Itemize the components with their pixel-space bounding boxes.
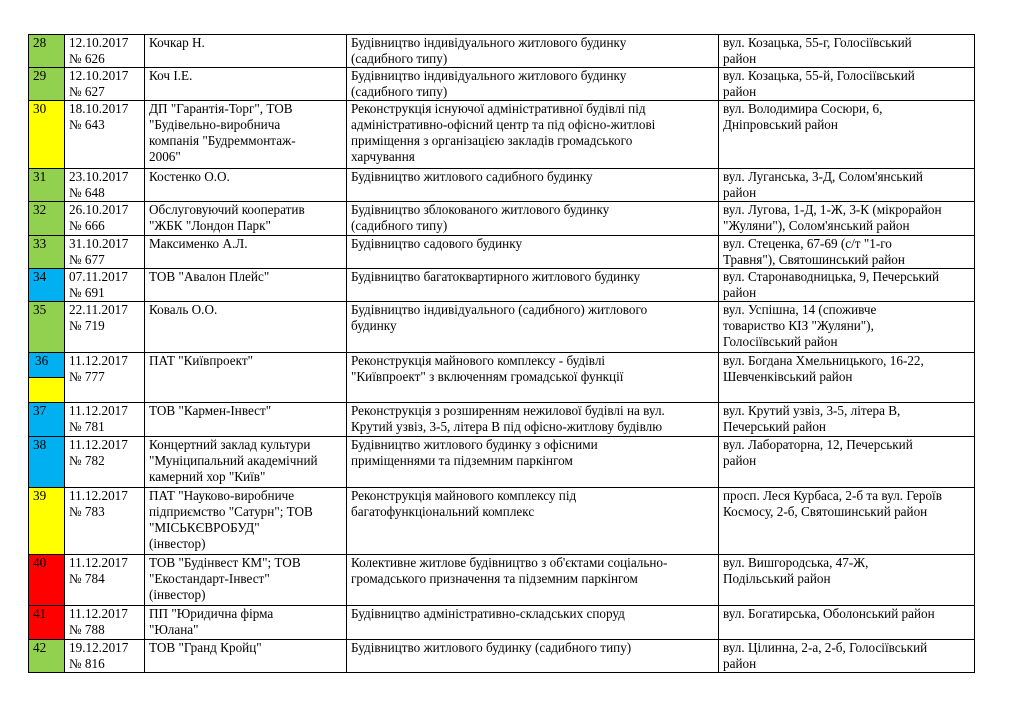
permit-number: № 666	[69, 218, 105, 233]
date-cell	[65, 35, 145, 68]
address-cell-line: вул. Лугова, 1-Д, 1-Ж, 3-К (мікрорайон	[723, 202, 942, 217]
permit-number: № 777	[69, 369, 105, 384]
applicant-cell-line: Максименко А.Л.	[149, 236, 248, 251]
row-number-cell	[29, 353, 65, 403]
address-cell	[719, 68, 975, 101]
permit-number: № 626	[69, 51, 105, 66]
applicant-cell	[145, 269, 347, 302]
permit-date: 12.10.2017	[69, 35, 129, 50]
applicant-cell-line: Коч І.Е.	[149, 68, 193, 83]
object-cell-line: Будівництво садового будинку	[351, 236, 523, 251]
table-row	[29, 403, 975, 437]
object-cell-line: (садибного типу)	[351, 84, 448, 99]
applicant-cell-line: ТОВ "Гранд Кройц"	[149, 640, 262, 655]
address-cell-line: вул. Володимира Сосюри, 6,	[723, 101, 883, 116]
row-number: 42	[33, 640, 47, 655]
address-cell-line: вул. Стеценка, 67-69 (с/т "1-го	[723, 236, 892, 251]
applicant-cell-line: "Муніципальний академічний	[149, 453, 318, 468]
row-number: 39	[33, 488, 47, 503]
permit-date: 11.12.2017	[69, 488, 128, 503]
permit-number: № 677	[69, 252, 105, 267]
address-cell-line: Печерський район	[723, 419, 826, 434]
row-number-cell	[29, 403, 65, 437]
object-cell-line: Будівництво житлового будинку (садибного типу)	[351, 640, 632, 655]
table-row	[29, 555, 975, 606]
date-cell	[65, 202, 145, 236]
address-cell-line: Голосіївський район	[723, 334, 838, 349]
table-row	[29, 236, 975, 269]
address-cell	[719, 606, 975, 640]
object-cell-line: Реконструкція з розширенням нежилової будівлі на вул.	[351, 403, 665, 418]
permits-table	[28, 34, 975, 673]
permit-number: № 691	[69, 285, 105, 300]
address-cell-line: район	[723, 453, 757, 468]
address-cell-line: вул. Вишгородська, 47-Ж,	[723, 555, 869, 570]
applicant-cell-line: ПАТ "Науково-виробниче	[149, 488, 295, 503]
address-cell-line: Подільський район	[723, 571, 831, 586]
table-row	[29, 269, 975, 302]
object-cell	[347, 353, 719, 403]
address-cell-line: вул. Богатирська, Оболонський район	[723, 606, 935, 621]
applicant-cell-line: Коваль О.О.	[149, 302, 218, 317]
applicant-cell	[145, 68, 347, 101]
applicant-cell-line: ПП "Юридична фірма	[149, 606, 274, 621]
row-number: 34	[33, 269, 47, 284]
date-cell	[65, 68, 145, 101]
applicant-cell-line: Обслуговуючий кооператив	[149, 202, 305, 217]
date-cell	[65, 236, 145, 269]
object-cell-line: Будівництво індивідуального житлового будинку	[351, 68, 627, 83]
address-cell-line: район	[723, 84, 757, 99]
permit-date: 11.12.2017	[69, 437, 128, 452]
address-cell-line: Шевченківський район	[723, 369, 853, 384]
row-number-cell	[29, 101, 65, 169]
permit-number: № 784	[69, 571, 105, 586]
permit-date: 07.11.2017	[69, 269, 128, 284]
row-number-cell	[29, 202, 65, 236]
applicant-cell	[145, 236, 347, 269]
applicant-cell-line: ПАТ "Київпроект"	[149, 353, 254, 368]
applicant-cell-line: "МІСЬКЄВРОБУД"	[149, 520, 260, 535]
object-cell	[347, 640, 719, 673]
row-number-cell	[29, 640, 65, 673]
applicant-cell-line: Концертний заклад культури	[149, 437, 311, 452]
date-cell	[65, 606, 145, 640]
permit-date: 18.10.2017	[69, 101, 129, 116]
object-cell-line: громадського призначення та підземним паркінгом	[351, 571, 638, 586]
permit-number: № 788	[69, 622, 105, 637]
address-cell	[719, 488, 975, 555]
date-cell	[65, 640, 145, 673]
permit-number: № 782	[69, 453, 105, 468]
applicant-cell	[145, 403, 347, 437]
address-cell	[719, 35, 975, 68]
applicant-cell-line: ДП "Гарантія-Торг", ТОВ	[149, 101, 293, 116]
applicant-cell-line: Кочкар Н.	[149, 35, 205, 50]
object-cell	[347, 555, 719, 606]
object-cell-line: Будівництво житлового садибного будинку	[351, 169, 593, 184]
permit-number: № 643	[69, 117, 105, 132]
object-cell	[347, 437, 719, 488]
row-number-cell	[29, 236, 65, 269]
address-cell-line: вул. Богдана Хмельницького, 16-22,	[723, 353, 924, 368]
permit-date: 22.11.2017	[69, 302, 128, 317]
row-number: 37	[33, 403, 47, 418]
row-number-marker	[29, 377, 64, 402]
date-cell	[65, 302, 145, 353]
applicant-cell-line: 2006"	[149, 149, 181, 164]
object-cell	[347, 169, 719, 202]
permit-number: № 627	[69, 84, 105, 99]
date-cell	[65, 269, 145, 302]
permit-date: 23.10.2017	[69, 169, 129, 184]
applicant-cell-line: "Будівельно-виробнича	[149, 117, 281, 132]
date-cell	[65, 403, 145, 437]
object-cell-line: Будівництво індивідуального (садибного) житлового	[351, 302, 648, 317]
table-row	[29, 101, 975, 169]
address-cell	[719, 202, 975, 236]
permit-number: № 816	[69, 656, 105, 671]
applicant-cell-line: Костенко О.О.	[149, 169, 230, 184]
address-cell-line: просп. Леся Курбаса, 2-б та вул. Героїв	[723, 488, 942, 503]
object-cell	[347, 236, 719, 269]
address-cell	[719, 437, 975, 488]
object-cell-line: Будівництво багатоквартирного житлового будинку	[351, 269, 641, 284]
permit-number: № 719	[69, 318, 105, 333]
applicant-cell-line: "Екостандарт-Інвест"	[149, 571, 270, 586]
object-cell	[347, 101, 719, 169]
address-cell-line: район	[723, 656, 757, 671]
object-cell	[347, 606, 719, 640]
row-number-cell	[29, 302, 65, 353]
row-number-cell	[29, 169, 65, 202]
date-cell	[65, 437, 145, 488]
table-row	[29, 202, 975, 236]
table-row	[29, 35, 975, 68]
address-cell-line: вул. Луганська, 3-Д, Солом'янський	[723, 169, 923, 184]
date-cell	[65, 488, 145, 555]
permit-date: 26.10.2017	[69, 202, 129, 217]
address-cell-line: вул. Козацька, 55-й, Голосіївський	[723, 68, 915, 83]
applicant-cell-line: ТОВ "Кармен-Інвест"	[149, 403, 272, 418]
address-cell	[719, 302, 975, 353]
applicant-cell-line: (інвестор)	[149, 587, 206, 602]
row-number-cell	[29, 68, 65, 101]
address-cell-line: район	[723, 51, 757, 66]
address-cell-line: Космосу, 2-б, Святошинський район	[723, 504, 928, 519]
object-cell-line: Будівництво адміністративно-складських споруд	[351, 606, 625, 621]
permit-date: 11.12.2017	[69, 555, 128, 570]
date-cell	[65, 555, 145, 606]
object-cell-line: приміщеннями та підземним паркінгом	[351, 453, 573, 468]
row-number: 33	[33, 236, 47, 251]
row-number-cell	[29, 35, 65, 68]
address-cell-line: Травня"), Святошинський район	[723, 252, 905, 267]
object-cell	[347, 302, 719, 353]
permit-date: 11.12.2017	[69, 606, 128, 621]
object-cell	[347, 68, 719, 101]
object-cell-line: приміщення з організацією закладів громадського	[351, 133, 633, 148]
row-number-cell	[29, 269, 65, 302]
row-number-cell	[29, 555, 65, 606]
address-cell-line: район	[723, 185, 757, 200]
address-cell	[719, 555, 975, 606]
applicant-cell	[145, 353, 347, 403]
address-cell	[719, 169, 975, 202]
address-cell-line: вул. Крутий узвіз, 3-5, літера В,	[723, 403, 901, 418]
applicant-cell	[145, 488, 347, 555]
applicant-cell-line: камерний хор "Київ"	[149, 469, 266, 484]
row-number: 41	[33, 606, 47, 621]
address-cell-line: вул. Успішна, 14 (споживче	[723, 302, 877, 317]
table-row	[29, 488, 975, 555]
permit-date: 31.10.2017	[69, 236, 129, 251]
row-number: 28	[33, 35, 47, 50]
address-cell	[719, 269, 975, 302]
address-cell	[719, 403, 975, 437]
address-cell-line: район	[723, 285, 757, 300]
address-cell-line: "Жуляни"), Солом'янський район	[723, 218, 910, 233]
table-row	[29, 353, 975, 403]
object-cell-line: Реконструкція майнового комплексу - будівлі	[351, 353, 606, 368]
applicant-cell	[145, 640, 347, 673]
object-cell-line: (садибного типу)	[351, 51, 448, 66]
address-cell-line: вул. Лабораторна, 12, Печерський	[723, 437, 913, 452]
address-cell	[719, 101, 975, 169]
permit-date: 11.12.2017	[69, 353, 128, 368]
applicant-cell	[145, 169, 347, 202]
object-cell	[347, 269, 719, 302]
object-cell-line: харчування	[351, 149, 415, 164]
row-number: 30	[33, 101, 47, 116]
row-number: 38	[33, 437, 47, 452]
applicant-cell-line: ТОВ "Авалон Плейс"	[149, 269, 270, 284]
object-cell-line: Будівництво житлового будинку з офісними	[351, 437, 598, 452]
applicant-cell-line: підприємство "Сатурн"; ТОВ	[149, 504, 313, 519]
object-cell-line: будинку	[351, 318, 397, 333]
applicant-cell	[145, 437, 347, 488]
row-number: 36	[29, 353, 64, 377]
object-cell-line: (садибного типу)	[351, 218, 448, 233]
address-cell-line: товариство КІЗ "Жуляни"),	[723, 318, 874, 333]
object-cell-line: Колективне житлове будівництво з об'єктами соціально-	[351, 555, 668, 570]
date-cell	[65, 101, 145, 169]
permit-number: № 781	[69, 419, 105, 434]
address-cell	[719, 353, 975, 403]
applicant-cell	[145, 202, 347, 236]
object-cell-line: багатофункціональний комплекс	[351, 504, 535, 519]
table-row	[29, 606, 975, 640]
object-cell-line: Будівництво індивідуального житлового будинку	[351, 35, 627, 50]
object-cell	[347, 403, 719, 437]
object-cell-line: Крутий узвіз, 3-5, літера В під офісно-житлову будівлю	[351, 419, 663, 434]
object-cell-line: Реконструкція майнового комплексу під	[351, 488, 577, 503]
applicant-cell-line: "Юлана"	[149, 622, 199, 637]
applicant-cell-line: ТОВ "Будінвест КМ"; ТОВ	[149, 555, 301, 570]
table-row	[29, 169, 975, 202]
object-cell	[347, 202, 719, 236]
table-row	[29, 68, 975, 101]
object-cell	[347, 35, 719, 68]
row-number-cell	[29, 437, 65, 488]
applicant-cell	[145, 35, 347, 68]
permit-date: 19.12.2017	[69, 640, 129, 655]
object-cell	[347, 488, 719, 555]
applicant-cell	[145, 302, 347, 353]
date-cell	[65, 169, 145, 202]
row-number: 31	[33, 169, 47, 184]
table-row	[29, 437, 975, 488]
row-number-cell	[29, 606, 65, 640]
address-cell	[719, 236, 975, 269]
applicant-cell	[145, 606, 347, 640]
object-cell-line: Будівництво зблокованого житлового будинку	[351, 202, 610, 217]
address-cell-line: вул. Цілинна, 2-а, 2-б, Голосіївський	[723, 640, 928, 655]
address-cell-line: вул. Козацька, 55-г, Голосіївський	[723, 35, 912, 50]
permit-date: 11.12.2017	[69, 403, 128, 418]
table-row	[29, 302, 975, 353]
row-number: 29	[33, 68, 47, 83]
address-cell-line: вул. Старонаводницька, 9, Печерський	[723, 269, 940, 284]
permit-number: № 648	[69, 185, 105, 200]
permit-number: № 783	[69, 504, 105, 519]
date-cell	[65, 353, 145, 403]
applicant-cell-line: (інвестор)	[149, 536, 206, 551]
address-cell-line: Дніпровський район	[723, 117, 838, 132]
applicant-cell-line: "ЖБК "Лондон Парк"	[149, 218, 271, 233]
applicant-cell-line: компанія "Будреммонтаж-	[149, 133, 296, 148]
object-cell-line: "Київпроект" з включенням громадської функції	[351, 369, 624, 384]
object-cell-line: Реконструкція існуючої адміністративної будівлі під	[351, 101, 646, 116]
row-number: 35	[33, 302, 47, 317]
applicant-cell	[145, 101, 347, 169]
permit-date: 12.10.2017	[69, 68, 129, 83]
row-number: 40	[33, 555, 47, 570]
object-cell-line: адміністративно-офісний центр та під офісно-житлові	[351, 117, 656, 132]
address-cell	[719, 640, 975, 673]
row-number: 32	[33, 202, 47, 217]
applicant-cell	[145, 555, 347, 606]
permits-table-body	[29, 35, 975, 673]
table-row	[29, 640, 975, 673]
row-number-cell	[29, 488, 65, 555]
